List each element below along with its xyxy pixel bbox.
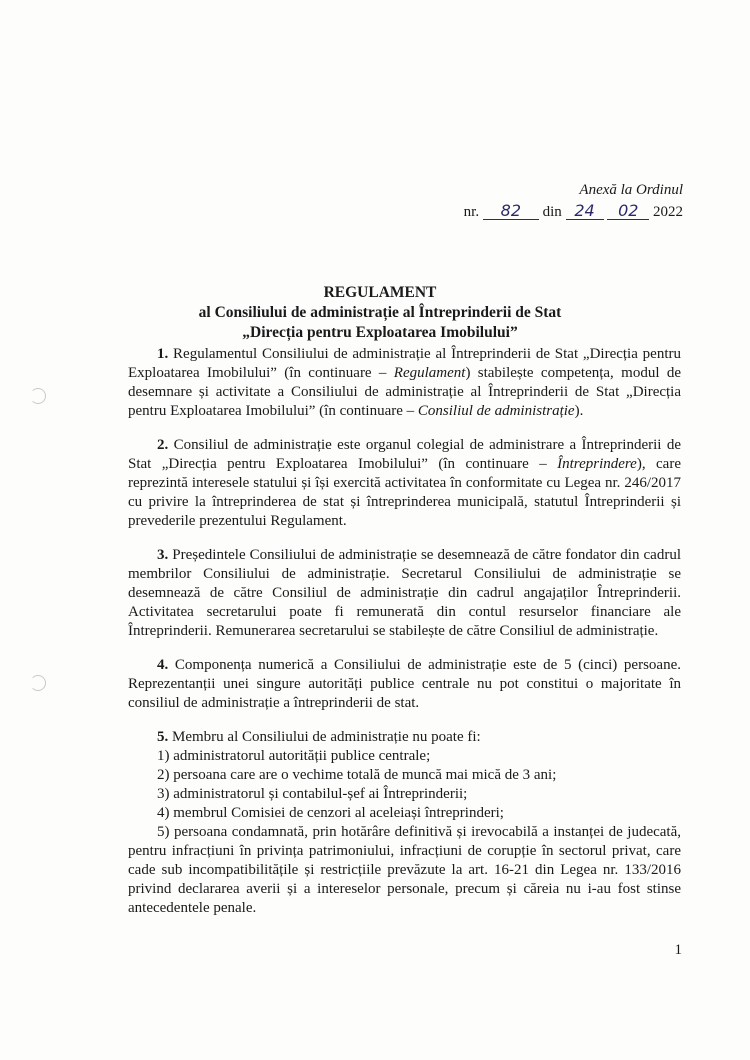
paragraph-text: Consiliul de administrație este organul colegial de administrare a Întreprinderii de Stat „Direcția pentru Exploatarea Imobilului” (în continuare –	[128, 437, 681, 472]
paragraph-1	[128, 345, 681, 421]
paragraph-2	[128, 436, 681, 531]
paragraph-number: 1.	[157, 346, 169, 362]
paragraph-italic-term: Regulament	[393, 365, 466, 381]
list-item: 1) administratorul autorității publice centrale;	[157, 748, 431, 764]
paragraph-4	[128, 656, 681, 713]
paragraph-italic-term: Întreprindere	[557, 456, 637, 472]
paragraph-number: 5.	[157, 729, 169, 745]
paragraph-5	[128, 728, 681, 747]
title-line-3: „Direcția pentru Exploatarea Imobilului”	[242, 324, 518, 341]
paragraph-text: Componența numerică a Consiliului de administrație este de 5 (cinci) persoane. Reprezentanții unei singure autorități publice centrale nu pot constitui o majoritate în consiliul de administrație a întreprinderii de stat.	[128, 657, 681, 711]
paragraph-3	[128, 546, 681, 641]
paragraph-text: Membru al Consiliului de administrație nu poate fi:	[168, 729, 481, 745]
list-item: 5) persoana condamnată, prin hotărâre definitivă și irevocabilă a instanței de judecată, pentru infracțiuni în privința patrimoniului, infracțiuni de corupție în sectorul privat, care cade sub incompatibilitățile și restricțiile prevăzute la art. 16-21 din Legea nr. 133/2016 privind declararea averii și a intereselor personale, precum și căreia nu i-au fost stinse antecedentele penale.	[128, 824, 681, 916]
date-day-handwritten: 24	[566, 203, 604, 220]
annex-label: Anexă la Ordinul	[579, 182, 683, 198]
punch-hole-mark	[30, 675, 46, 691]
list-item: 2) persoana care are o vechime totală de muncă mai mică de 3 ani;	[157, 767, 557, 783]
punch-hole-mark	[30, 388, 46, 404]
paragraph-text: Președintele Consiliului de administrație se desemnează de către fondator din cadrul membrilor Consiliului de administrație. Secretarul Consiliului de administrație se desemnează de către Consiliul de administrație din cadrul angajaților Întreprinderii. Activitatea secretarului poate fi remunerată din contul resurselor financiare ale Întreprinderii. Remunerarea secretarului se stabilește de către Consiliul de administrație.	[128, 547, 681, 639]
din-label: din	[542, 204, 562, 220]
paragraph-number: 2.	[157, 437, 169, 453]
list-item: 3) administratorul și contabilul-șef ai Întreprinderii;	[157, 786, 468, 802]
title-line-2: al Consiliului de administrație al Întreprinderii de Stat	[198, 304, 562, 321]
title-line-1: REGULAMENT	[323, 284, 437, 301]
page-number: 1	[674, 942, 682, 958]
paragraph-italic-term: Consiliul de administrație	[417, 403, 575, 419]
order-reference	[464, 203, 683, 221]
paragraph-number: 3.	[157, 547, 169, 563]
paragraph-number: 4.	[157, 657, 169, 673]
paragraph-text: ).	[574, 403, 584, 419]
paragraph-text: ) stabilește competența, modul de desemnare și activitate a Consiliului de administrație al Întreprinderii de Stat „Direcția pentru Exploatarea Imobilului” (în continuare –	[128, 365, 681, 419]
regulation-body	[128, 345, 681, 918]
order-number-handwritten: 82	[483, 203, 539, 220]
document-title	[120, 283, 640, 343]
paragraph-text: ), care reprezintă interesele statului și își exercită activitatea în conformitate cu Legea nr. 246/2017 cu privire la întreprinderea de stat și întreprinderea municipală, statutul Întreprinderii și prevederile prezentului Regulament.	[128, 456, 681, 529]
nr-label: nr.	[463, 204, 480, 220]
list-item: 4) membrul Comisiei de cenzori al aceleiași întreprinderi;	[157, 805, 504, 821]
date-month-handwritten: 02	[607, 203, 649, 220]
paragraph-text: Regulamentul Consiliului de administrație al Întreprinderii de Stat „Direcția pentru Exploatarea Imobilului” (în continuare –	[128, 346, 681, 381]
order-year: 2022	[653, 204, 683, 220]
